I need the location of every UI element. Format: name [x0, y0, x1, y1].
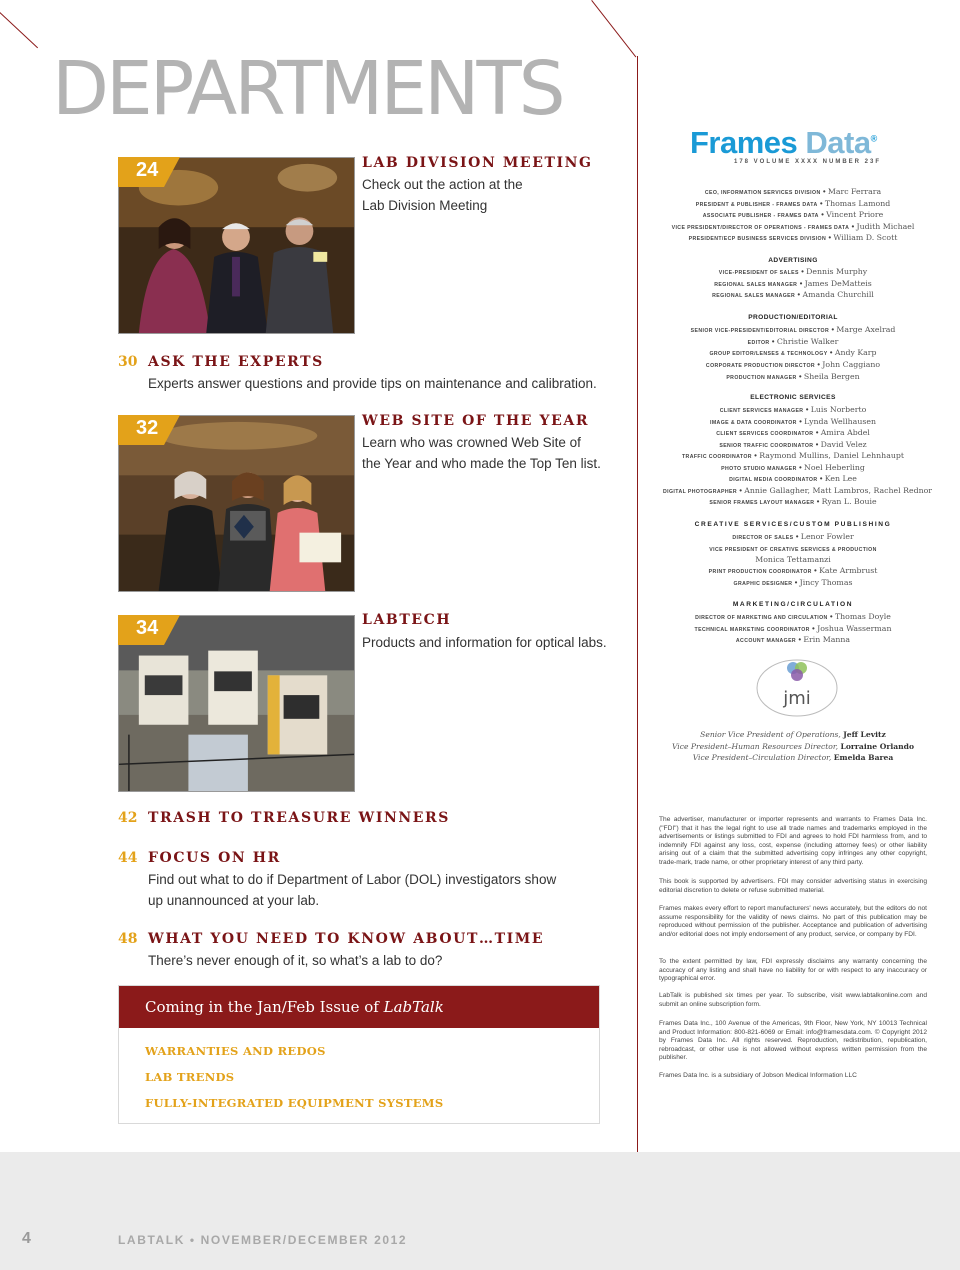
staff-name: Lenor Fowler — [800, 532, 854, 541]
staff-role: SENIOR FRAMES LAYOUT MANAGER — [709, 500, 815, 506]
officer-line — [663, 729, 923, 741]
staff-role: EDITOR — [747, 339, 770, 346]
staff-name: John Caggiano — [822, 360, 881, 370]
staff-name: Dennis Murphy — [806, 267, 868, 276]
masthead-section-heading: ELECTRONIC SERVICES — [750, 394, 836, 401]
staff-name: William D. Scott — [833, 233, 898, 242]
masthead-section-heading: ADVERTISING — [768, 257, 818, 264]
staff-role: DIGITAL MEDIA COORDINATOR — [729, 477, 818, 483]
staff-name: Erin Manna — [803, 635, 851, 645]
dept-title-ask-the-experts[interactable]: ASK THE EXPERTS — [148, 354, 324, 370]
bullet: • — [796, 371, 804, 381]
staff-name: Judith Michael — [856, 221, 915, 231]
coming-next-issue-box — [118, 985, 600, 1124]
logo-word-b: Data — [797, 125, 871, 160]
staff-name: Kate Armbrust — [819, 566, 878, 575]
staff-role: VICE PRESIDENT/DIRECTOR OF OPERATIONS - FRAMES DATA — [671, 224, 850, 231]
masthead-line — [663, 496, 923, 510]
staff-role: SENIOR TRAFFIC COORDINATOR — [719, 442, 814, 449]
masthead-section-heading: CREATIVE SERVICES/CUSTOM PUBLISHING — [694, 521, 892, 528]
desc-line: Learn who was crowned Web Site of — [362, 435, 581, 450]
masthead-line — [663, 634, 923, 648]
staff-role: VICE PRESIDENT OF CREATIVE SERVICES & PRODUCTION — [709, 547, 877, 553]
page-tab-34 — [118, 615, 180, 645]
legal-paragraph: This book is supported by advertisers. FDI may consider advertising status in exercising editorial discretion to delete or refuse submitted material. — [659, 878, 927, 894]
legal-paragraph: The advertiser, manufacturer or importer represents and warrants to Frames Data Inc. ("FDI") that it has the legal right to use all trade names and trademarks employed in the advertisements or listings submitted to FDI and agrees to hold FDI harmless from, and to indemnify FDI against any loss, cost, expense (including attorney fees) or other liability arising out of a claim that the submitted advertising copy infringes any other copyright, trade-mark, trade name, or other proprietary interest of any third party. — [659, 816, 927, 866]
desc-line: There’s never enough of it, so what’s a lab to do? — [148, 953, 443, 968]
bullet: • — [737, 485, 745, 495]
staff-role: PRESIDENT/ECP BUSINESS SERVICES DIVISION — [688, 236, 827, 242]
officer-name: Jeff Levitz — [843, 730, 886, 739]
dept-page-number: 48 — [118, 931, 138, 947]
officer-line — [663, 752, 923, 764]
bullet: • — [829, 325, 837, 334]
desc-line: Check out the action at the — [362, 177, 523, 192]
staff-name: Ken Lee — [824, 474, 857, 483]
desc-line: Experts answer questions and provide tips on maintenance and calibration. — [148, 376, 597, 391]
page-number: 4 — [22, 1230, 31, 1247]
staff-name: Ryan L. Bouie — [821, 497, 877, 506]
desc-line: the Year and who made the Top Ten list. — [362, 456, 601, 471]
officer-title: Vice President–Circulation Director, — [692, 753, 834, 762]
staff-name: James DeMatteis — [804, 278, 872, 288]
jmi-logo — [755, 656, 839, 718]
staff-role: SENIOR VICE-PRESIDENT/EDITORIAL DIRECTOR — [690, 328, 830, 334]
staff-role: DIGITAL PHOTOGRAPHER — [663, 488, 737, 495]
officer-title: Senior Vice President of Operations, — [700, 730, 844, 739]
desc-line: Products and information for optical labs. — [362, 635, 607, 650]
bullet: • — [813, 439, 821, 449]
staff-role: CLIENT SERVICES COORDINATOR — [716, 431, 814, 437]
staff-name: Amanda Churchill — [802, 290, 874, 300]
staff-name: Monica Tettamanzi — [755, 555, 831, 564]
dept-title-trash-to-treasure[interactable]: TRASH TO TREASURE WINNERS — [148, 810, 450, 826]
staff-role: CLIENT SERVICES MANAGER — [719, 408, 804, 414]
bullet: • — [814, 497, 822, 506]
bullet: • — [803, 405, 811, 414]
masthead-line — [663, 577, 923, 591]
staff-name: Noel Heberling — [804, 462, 865, 472]
staff-role: ASSOCIATE PUBLISHER - FRAMES DATA — [702, 213, 819, 219]
bullet: • — [796, 416, 805, 426]
staff-name: Marc Ferrara — [827, 187, 882, 196]
dept-desc-web-site-of-the-year — [362, 432, 601, 474]
staff-name: Thomas Lamond — [824, 198, 891, 208]
dept-title-focus-on-hr[interactable]: FOCUS ON HR — [148, 850, 281, 866]
staff-role: DIRECTOR OF MARKETING AND CIRCULATION — [695, 615, 828, 621]
staff-name: Thomas Doyle — [834, 612, 891, 621]
bullet: • — [793, 532, 801, 541]
logo-word-a: Frames — [690, 125, 798, 160]
staff-name: Raymond Mullins, Daniel Lehnhaupt — [759, 451, 904, 460]
bullet: • — [815, 360, 823, 370]
divider-vertical — [637, 56, 638, 1156]
staff-name: Vincent Priore — [826, 210, 884, 219]
coming-item[interactable]: WARRANTIES AND REDOS — [145, 1044, 326, 1058]
staff-role: PRESIDENT & PUBLISHER - FRAMES DATA — [695, 201, 818, 208]
bullet: • — [798, 267, 807, 276]
bullet: • — [792, 578, 800, 587]
bullet: • — [813, 428, 821, 437]
coming-item[interactable]: FULLY-INTEGRATED EQUIPMENT SYSTEMS — [145, 1096, 444, 1110]
staff-role: TECHNICAL MARKETING COORDINATOR — [694, 626, 810, 633]
page-title: DEPARTMENTS — [52, 46, 563, 132]
officer-name: Lorraine Orlando — [840, 741, 915, 751]
desc-line: up unannounced at your lab. — [148, 893, 320, 908]
staff-name: Joshua Wasserman — [817, 623, 892, 633]
coming-heading — [119, 986, 599, 1028]
dept-desc-what-you-need-to-know — [148, 950, 442, 971]
legal-paragraph: To the extent permitted by law, FDI expressly disclaims any warranty concerning the accuracy of any listing and shall have no liability for or with respect to any inaccuracy or typographical error. — [659, 958, 927, 983]
staff-role: CORPORATE PRODUCTION DIRECTOR — [705, 363, 816, 370]
staff-role: DIRECTOR OF SALES — [732, 535, 794, 541]
bullet: • — [827, 348, 835, 358]
staff-role: VICE-PRESIDENT OF SALES — [718, 270, 799, 276]
staff-name: Andy Karp — [834, 348, 877, 358]
staff-role: ACCOUNT MANAGER — [735, 638, 797, 645]
masthead-line — [663, 232, 923, 246]
jmi-logo-text: jmi — [783, 688, 811, 709]
dept-desc-focus-on-hr — [148, 869, 556, 911]
dept-desc-lab-division-meeting — [362, 174, 523, 216]
staff-role: IMAGE & DATA COORDINATOR — [710, 419, 797, 426]
staff-role: REGIONAL SALES MANAGER — [714, 281, 798, 288]
desc-line: Find out what to do if Department of Labor (DOL) investigators show — [148, 872, 557, 887]
coming-heading-text: Coming in the Jan/Feb Issue of — [145, 998, 384, 1016]
page-tab-number: 32 — [136, 417, 159, 439]
staff-name: Lynda Wellhausen — [804, 416, 876, 426]
bullet: • — [811, 566, 820, 575]
masthead-section-heading: MARKETING/CIRCULATION — [732, 601, 854, 608]
bullet: • — [827, 612, 835, 621]
staff-name: Luis Norberto — [810, 405, 867, 414]
staff-role: PRODUCTION MANAGER — [726, 374, 797, 381]
footer-band — [0, 1152, 960, 1270]
dept-desc-labtech — [362, 632, 607, 653]
legal-paragraph: LabTalk is published six times per year. To subscribe, visit www.labtalkonline.com and submit an online subscription form. — [659, 992, 927, 1008]
staff-role: GROUP EDITOR/LENSES & TECHNOLOGY — [709, 351, 828, 358]
bullet: • — [826, 233, 834, 242]
masthead-line — [663, 371, 923, 385]
footer-issue: LABTALK • NOVEMBER/DECEMBER 2012 — [118, 1233, 408, 1247]
bullet: • — [797, 278, 805, 288]
dept-desc-ask-the-experts — [148, 373, 597, 394]
staff-name: Marge Axelrad — [836, 325, 896, 334]
bullet: • — [817, 198, 825, 208]
coming-heading-magazine: LabTalk — [383, 998, 444, 1016]
corner-line-left — [0, 12, 38, 48]
staff-role: PRINT PRODUCTION COORDINATOR — [708, 569, 812, 575]
staff-name: Sheila Bergen — [803, 371, 860, 381]
dept-page-number: 42 — [118, 810, 138, 826]
frames-data-logo — [690, 125, 877, 161]
legal-paragraph: Frames makes every effort to report manufacturers' news accurately, but the editors do not assume responsibility for the validity of news claims. No part of this publication may be reproduced without permission of the publisher. Acceptance and publication of advertising and/or editorial does not imply endorsement of any product, service, or company by FDI. — [659, 905, 927, 938]
corner-line-right — [591, 0, 636, 57]
logo-registered-mark: ® — [870, 133, 877, 144]
bullet: • — [769, 336, 777, 346]
masthead-line — [663, 289, 923, 303]
bullet: • — [849, 221, 857, 231]
bullet: • — [795, 290, 803, 300]
legal-paragraph: Frames Data Inc., 100 Avenue of the Americas, 9th Floor, New York, NY 10013 Technical and Product Information: 800-821-6069 or Email: info@framesdata.com. © Copyright 2012 by Frames Data Inc. All rights reserved. Reproduction, redistribution, republication, rebroadcast, or other use is not allowed without express written permission from the publisher. — [659, 1020, 927, 1062]
staff-name: David Velez — [820, 439, 867, 449]
bullet: • — [751, 451, 760, 460]
staff-role: TRAFFIC COORDINATOR — [681, 454, 752, 460]
officer-name: Emelda Barea — [833, 753, 894, 762]
desc-line: Lab Division Meeting — [362, 198, 488, 213]
staff-name: Amira Abdel — [820, 428, 870, 437]
officer-title: Vice President–Human Resources Director, — [671, 741, 841, 751]
masthead-section-heading: PRODUCTION/EDITORIAL — [748, 314, 838, 321]
dept-title-lab-division-meeting[interactable]: LAB DIVISION MEETING — [362, 155, 593, 171]
staff-role: REGIONAL SALES MANAGER — [712, 293, 796, 300]
masthead-line — [663, 554, 923, 566]
staff-role: CEO, INFORMATION SERVICES DIVISION — [704, 190, 821, 196]
dept-title-labtech[interactable]: LABTECH — [362, 612, 452, 628]
page-tab-number: 34 — [136, 617, 159, 639]
page-tab-32 — [118, 415, 180, 445]
staff-name: Jincy Thomas — [799, 578, 853, 587]
bullet: • — [809, 623, 818, 633]
staff-name: Christie Walker — [776, 336, 839, 346]
bullet: • — [820, 187, 828, 196]
coming-item[interactable]: LAB TRENDS — [145, 1070, 235, 1084]
dept-page-number: 30 — [118, 354, 138, 370]
bullet: • — [796, 635, 804, 645]
page-tab-number: 24 — [136, 159, 159, 181]
staff-role: PHOTO STUDIO MANAGER — [721, 465, 797, 472]
bullet: • — [796, 462, 805, 472]
dept-title-web-site-of-the-year[interactable]: WEB SITE OF THE YEAR — [362, 413, 590, 429]
page-tab-24 — [118, 157, 180, 187]
dept-title-what-you-need-to-know[interactable]: WHAT YOU NEED TO KNOW ABOUT…TIME — [148, 931, 545, 947]
legal-paragraph: Frames Data Inc. is a subsidiary of Jobson Medical Information LLC — [659, 1072, 857, 1079]
bullet: • — [817, 474, 825, 483]
bullet: • — [818, 210, 827, 219]
dept-page-number: 44 — [118, 850, 138, 866]
officer-line — [663, 741, 923, 753]
volume-line: 178 VOLUME XXXX NUMBER 23F — [734, 159, 882, 165]
staff-name: Annie Gallagher, Matt Lambros, Rachel Rednor — [744, 485, 933, 495]
staff-role: GRAPHIC DESIGNER — [733, 581, 793, 587]
